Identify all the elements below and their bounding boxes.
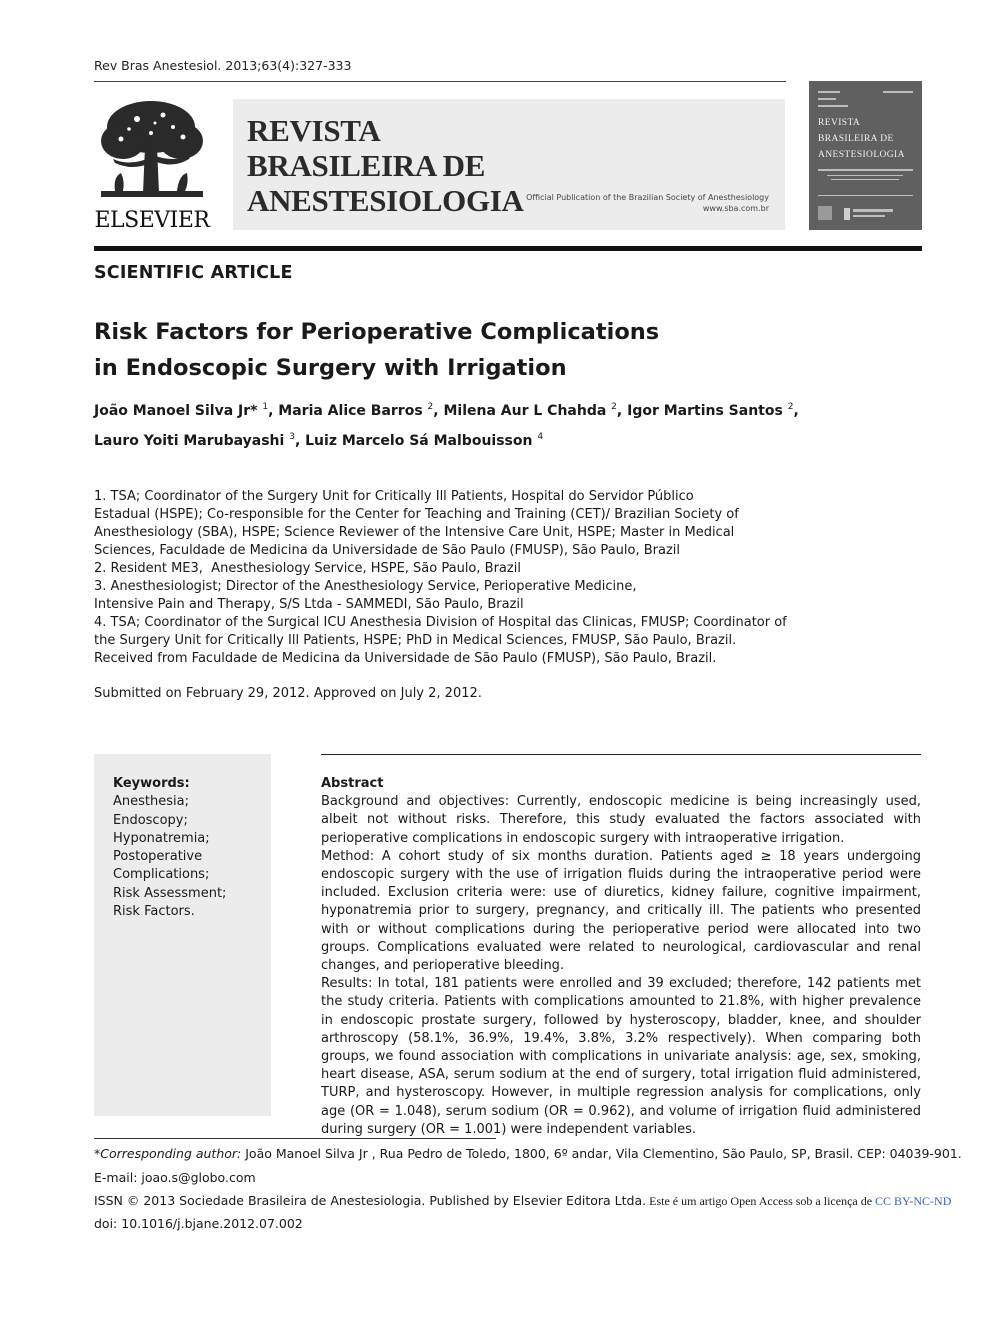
author-list [94,394,799,454]
affiliation-line: the Surgery Unit for Critically Ill Patients, HSPE; PhD in Medical Sciences, FMUSP, São Paulo, Brazil. [94,633,737,648]
abstract-background: Background and objectives: Currently, endoscopic medicine is being increasingly used, albeit not without risks. Therefore, this study evaluated the factors associated with perioperative complications in endoscopic surgery with intraoperative irrigation. [321,794,921,846]
cover-society-icon [844,208,850,220]
author-name: Maria Alice Barros [278,403,423,419]
affiliation-line: Anesthesiology (SBA), HSPE; Science Reviewer of the Intensive Care Unit, HSPE; Master in Medical [94,525,735,540]
affiliation-line: 2. Resident ME3, Anesthesiology Service, HSPE, São Paulo, Brazil [94,561,521,576]
journal-website[interactable]: www.sba.com.br [702,204,769,213]
affiliation-line: 1. TSA; Coordinator of the Surgery Unit for Critically Ill Patients, Hospital do Servidor Público [94,489,694,504]
submission-dates: Submitted on February 29, 2012. Approved on July 2, 2012. [94,686,482,701]
elsevier-tree-icon [93,97,211,205]
author-email[interactable]: E-mail: joao.s@globo.com [94,1170,256,1185]
journal-official-line: Official Publication of the Brazilian Society of Anesthesiology www.sba.com.br [526,193,769,213]
article-title: Risk Factors for Perioperative Complications in Endoscopic Surgery with Irrigation [94,319,660,381]
keyword-item: Risk Assessment; [113,885,227,901]
journal-title: REVISTA BRASILEIRA DE ANESTESIOLOGIA [247,113,524,218]
affiliation-line: Sciences, Faculdade de Medicina da Universidade de São Paulo (FMUSP), São Paulo, Brazil [94,543,681,558]
cover-title: REVISTA BRASILEIRA DE ANESTESIOLOGIA [818,118,905,160]
author-name: Milena Aur L Chahda [443,403,607,419]
journal-citation: Rev Bras Anestesiol. 2013;63(4):327-333 [94,58,352,73]
affiliation-line: Received from Faculdade de Medicina da Universidade de São Paulo (FMUSP), São Paulo, Brazil. [94,651,717,666]
journal-cover-thumbnail [809,81,922,230]
abstract-method: Method: A cohort study of six months duration. Patients aged ≥ 18 years undergoing endoscopic surgery with the use of irrigation fluids during the intraoperative period were included. Exclusion criteria were: use of diuretics, kidney failure, cognitive impairment, hyponatremia prior to surgery, pregnancy, and critically ill. The patients who presented with or without complications during the perioperative period were allocated into two groups. Complications evaluated were related to neurological, cardiovascular and renal changes, and perioperative bleeding. [321,848,921,974]
keywords-box [94,754,271,1116]
keyword-item: Anesthesia; [113,794,189,810]
masthead-rule [94,246,922,251]
author-name: Igor Martins Santos [627,403,783,419]
keywords-heading: Keywords: [113,776,190,791]
issn-line: ISSN © 2013 Sociedade Brasileira de Anestesiologia. Published by Elsevier Editora Ltda. Este é um artigo Open Access sob a licença de CC BY-NC-ND [94,1193,952,1208]
author-name: Luiz Marcelo Sá Malbouisson [305,433,533,449]
elsevier-logo [93,97,211,233]
author-name: Lauro Yoiti Marubayashi [94,433,285,449]
affiliation-line: Estadual (HSPE); Co-responsible for the Center for Teaching and Training (CET)/ Brazilian Society of [94,507,739,522]
header-divider [94,81,786,82]
keyword-item: Risk Factors. [113,904,195,920]
keyword-item: Postoperative [113,849,203,865]
license-link[interactable]: CC BY-NC-ND [875,1194,952,1208]
keyword-item: Complications; [113,867,210,883]
affiliations [94,488,834,668]
author-line: João Manoel Silva Jr* $^1$, Maria Alice Barros $^2$, Milena Aur L Chahda $^2$, Igor Martins Santos $^2$, [94,402,799,419]
corresponding-author: *Corresponding author: João Manoel Silva Jr , Rua Pedro de Toledo, 1800, 6º andar, Vila Clementino, São Paulo, SP, Brasil. CEP: 04039-901. [94,1146,962,1161]
abstract-results: Results: In total, 181 patients were enrolled and 39 excluded; therefore, 142 patients met the study criteria. Patients with complications amounted to 21.8%, with higher prevalence in endoscopic prostate surgery, followed by hysteroscopy, bladder, knee, and shoulder arthroscopy (58.1%, 36.9%, 19.4%, 3.8%, 3.2% respectively). When comparing both groups, we found association with complications in univariate analysis: age, sex, smoking, heart disease, ASA, serum sodium at the end of surgery, total irrigation fluid administered, TURP, and hysteroscopy. However, in multiple regression analysis for complications, only age (OR = 1.048), serum sodium (OR = 0.962), and volume of irrigation fluid administered during surgery (OR = 1.001) were independent variables. [321,976,921,1137]
elsevier-wordmark: ELSEVIER [94,208,210,233]
section-label: SCIENTIFIC ARTICLE [94,263,293,283]
abstract [321,775,921,1139]
author-line: Lauro Yoiti Marubayashi $^3$, Luiz Marcelo Sá Malbouisson $^4$ [94,432,544,449]
affiliation-line: Intensive Pain and Therapy, S/S Ltda - SAMMEDI, São Paulo, Brazil [94,597,524,612]
doi[interactable]: doi: 10.1016/j.bjane.2012.07.002 [94,1216,303,1231]
affiliation-line: 4. TSA; Coordinator of the Surgical ICU Anesthesia Division of Hospital das Clinicas, FMUSP; Coordinator of [94,615,787,630]
cover-publisher-icon [818,206,832,220]
journal-banner [233,99,785,230]
affiliation-line: 3. Anesthesiologist; Director of the Anesthesiology Service, Perioperative Medicine, [94,579,637,594]
footnote-rule [94,1138,496,1139]
abstract-heading: Abstract [321,776,384,791]
author-name: João Manoel Silva Jr* [94,403,258,419]
keyword-item: Endoscopy; [113,812,188,828]
keyword-item: Hyponatremia; [113,830,210,846]
abstract-rule [321,754,921,755]
